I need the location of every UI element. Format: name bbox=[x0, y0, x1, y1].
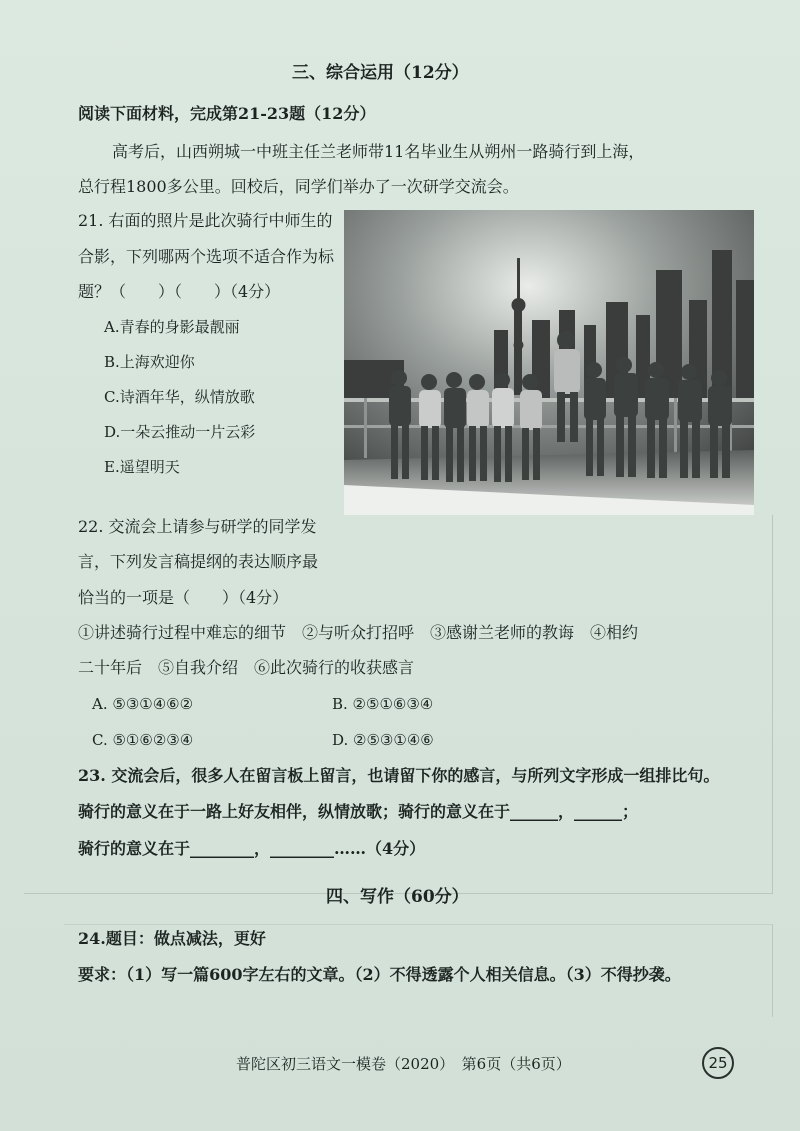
q24-title: 24.题目：做点减法，更好 bbox=[78, 929, 266, 948]
q22-choice-b: B. ②⑤①⑥③④ bbox=[332, 695, 434, 713]
q22-line-3: 恰当的一项是（ ）（4分） bbox=[78, 588, 289, 607]
page-number-badge: 25 bbox=[702, 1047, 734, 1079]
q22-items-line-1: ①讲述骑行过程中难忘的细节 ②与听众打招呼 ③感谢兰老师的教诲 ④相约 bbox=[78, 623, 639, 642]
passage-line-1: 高考后，山西朔城一中班主任兰老师带11名毕业生从朔州一路骑行到上海， bbox=[112, 142, 645, 161]
section3-intro: 阅读下面材料，完成第21-23题（12分） bbox=[78, 104, 376, 123]
footer-text: 普陀区初三语文一模卷（2020） 第6页（共6页） bbox=[236, 1055, 571, 1073]
q21-option-d: D.一朵云推动一片云彩 bbox=[104, 423, 256, 441]
q22-items-line-2: 二十年后 ⑤自我介绍 ⑥此次骑行的收获感言 bbox=[78, 658, 415, 677]
photo-illustration bbox=[344, 210, 754, 515]
q21-line-2: 合影，下列哪两个选项不适合作为标 bbox=[78, 247, 335, 266]
cycling-group-photo bbox=[344, 210, 754, 515]
q22-line-2: 言，下列发言稿提纲的表达顺序最 bbox=[78, 552, 319, 571]
q21-option-a: A.青春的身影最靓丽 bbox=[104, 318, 240, 336]
q21-line-3: 题？（ ）（ ）（4分） bbox=[78, 282, 281, 301]
q24-requirements: 要求：（1）写一篇600字左右的文章。（2）不得透露个人相关信息。（3）不得抄袭。 bbox=[78, 965, 681, 984]
q22-choice-c: C. ⑤①⑥②③④ bbox=[92, 731, 194, 749]
q22-choice-a: A. ⑤③①④⑥② bbox=[92, 695, 194, 713]
q23-line-3: 骑行的意义在于________，________……（4分） bbox=[78, 839, 426, 858]
q23-line-1: 23. 交流会后，很多人在留言板上留言，也请留下你的感言，与所列文字形成一组排比句。 bbox=[78, 766, 720, 785]
section4-title: 四、写作（60分） bbox=[326, 887, 469, 907]
q21-option-c: C.诗酒年华，纵情放歌 bbox=[104, 388, 255, 406]
q23-line-2: 骑行的意义在于一路上好友相伴，纵情放歌；骑行的意义在于______，______； bbox=[78, 802, 639, 821]
passage-line-2: 总行程1800多公里。回校后，同学们举办了一次研学交流会。 bbox=[78, 177, 519, 196]
q22-line-1: 22. 交流会上请参与研学的同学发 bbox=[78, 517, 317, 536]
q21-line-1: 21. 右面的照片是此次骑行中师生的 bbox=[78, 211, 333, 230]
q22-choice-d: D. ②⑤③①④⑥ bbox=[332, 731, 434, 749]
q21-option-b: B.上海欢迎你 bbox=[104, 353, 195, 371]
q21-option-e: E.遥望明天 bbox=[104, 458, 180, 476]
section3-title: 三、综合运用（12分） bbox=[292, 63, 469, 83]
